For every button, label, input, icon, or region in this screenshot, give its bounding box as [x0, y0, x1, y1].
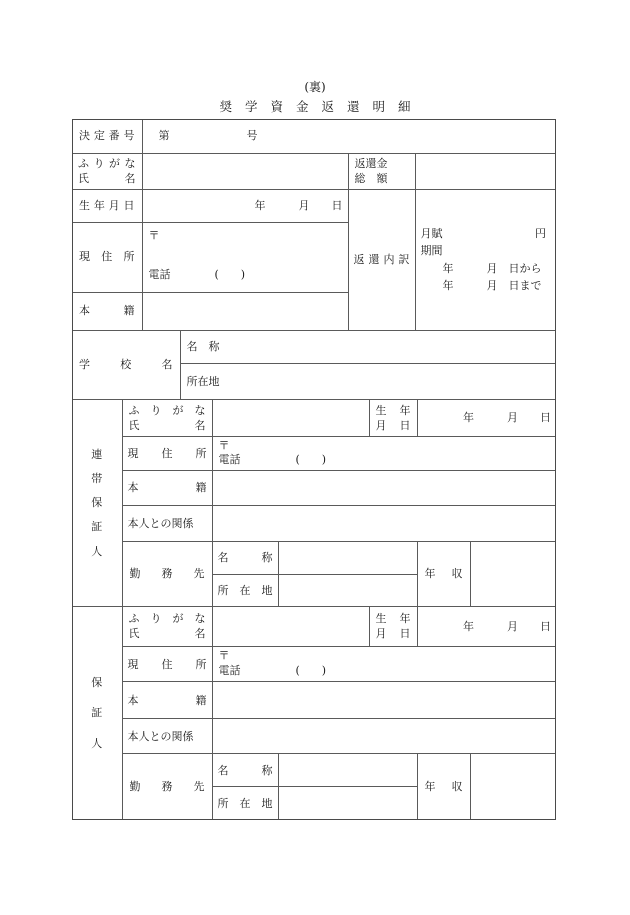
jg-employer-name-value — [278, 541, 417, 574]
birth-date-label: 生 年 月 日 — [79, 198, 135, 212]
jg-name-value — [212, 400, 369, 436]
g-registry-value — [212, 682, 556, 719]
g-employer-name-label: 名 称 — [217, 763, 273, 777]
guarantor-vertical-label: 保 証 人 — [91, 676, 103, 750]
school-label-cell — [72, 331, 180, 400]
phone-line: 電話 ( ) — [148, 268, 246, 282]
applicant-name-label-cell — [72, 153, 142, 189]
period-label: 期間 — [420, 244, 443, 257]
g-birth-label-line1: 生 年 — [375, 612, 411, 626]
applicant-section — [72, 119, 556, 331]
jg-employer-location-label: 所 在 地 — [217, 583, 273, 597]
refund-breakdown-label: 返 還 内 訳 — [353, 252, 410, 266]
period-from-line: 年 月 日から — [420, 261, 542, 275]
jg-registry-label: 本 籍 — [127, 481, 207, 495]
g-birth-label-line2: 月 日 — [375, 627, 411, 641]
school-section — [72, 331, 556, 401]
postal-mark: 〒 — [148, 228, 160, 242]
jg-employer-location-label-cell — [212, 574, 278, 606]
guarantor-section — [72, 607, 556, 821]
g-registry-label: 本 籍 — [127, 693, 207, 707]
jg-postal-mark: 〒 — [218, 438, 230, 452]
applicant-registry-label-cell — [72, 292, 142, 330]
g-relation-label: 本人との関係 — [127, 729, 194, 743]
jg-employer-label-cell — [122, 541, 212, 606]
g-address-label-cell — [122, 647, 212, 682]
jg-relation-label: 本人との関係 — [127, 516, 194, 530]
joint-guarantor-vertical-label-cell — [72, 400, 122, 606]
g-employer-label-cell — [122, 754, 212, 820]
school-name-cell — [180, 331, 556, 364]
g-relation-value — [212, 719, 556, 754]
refund-total-value — [415, 153, 556, 189]
jg-employer-label: 勤 務 先 — [129, 567, 205, 581]
g-employer-location-label-cell — [212, 787, 278, 820]
joint-guarantor-section — [72, 400, 556, 607]
g-employer-label: 勤 務 先 — [129, 780, 205, 794]
refund-breakdown-label-cell — [348, 189, 415, 330]
g-name-label: 氏 名 — [128, 627, 206, 641]
refund-breakdown-value-cell — [415, 189, 556, 330]
g-postal-mark: 〒 — [218, 649, 230, 663]
jg-birth-value: 年 月 日 — [463, 411, 551, 425]
school-name-label: 名 称 — [186, 340, 220, 354]
school-label: 学 校 名 — [79, 358, 173, 372]
applicant-birth-label-cell — [72, 189, 142, 222]
decision-number-value: 第 号 — [158, 129, 258, 143]
g-employer-name-label-cell — [212, 754, 278, 787]
g-name-value — [212, 607, 369, 647]
name-label: 氏 名 — [78, 172, 136, 185]
jg-income-label: 年 収 — [424, 567, 463, 581]
decision-number-value-cell — [142, 119, 556, 153]
jg-employer-location-value — [278, 574, 417, 606]
applicant-address-label-cell — [72, 222, 142, 292]
g-address-value-cell — [212, 647, 556, 682]
decision-number-label: 決 定 番 号 — [79, 129, 135, 143]
jg-address-label: 現 住 所 — [127, 446, 207, 460]
g-income-label: 年 収 — [424, 780, 463, 794]
registry-label: 本 籍 — [79, 304, 135, 318]
jg-employer-name-label: 名 称 — [217, 551, 273, 565]
g-relation-label-cell — [122, 719, 212, 754]
jg-address-value-cell — [212, 436, 556, 470]
g-income-value — [470, 754, 556, 820]
jg-income-value — [470, 541, 556, 606]
g-registry-label-cell — [122, 682, 212, 719]
g-furigana-label: ふ り が な — [128, 612, 206, 626]
applicant-address-value-cell — [142, 222, 348, 292]
school-location-label: 所在地 — [186, 374, 220, 388]
g-address-label: 現 住 所 — [127, 657, 207, 671]
jg-relation-label-cell — [122, 505, 212, 541]
period-to-line: 年 月 日まで — [420, 279, 542, 292]
refund-total-label-line2: 総 額 — [354, 172, 388, 185]
joint-guarantor-vertical-label: 連 帯 保 証 人 — [91, 447, 103, 558]
g-income-label-cell — [417, 754, 470, 820]
repayment-detail-form — [72, 119, 556, 820]
monthly-installment-label: 月賦 — [420, 226, 443, 240]
school-location-cell — [180, 364, 556, 400]
jg-name-label-cell — [122, 400, 212, 436]
jg-phone-line: 電話 ( ) — [218, 453, 327, 467]
g-employer-location-value — [278, 787, 417, 820]
jg-birth-label-line1: 生 年 — [375, 403, 411, 417]
page-side-label: (裏) — [304, 80, 326, 94]
applicant-registry-value — [142, 292, 348, 330]
guarantor-vertical-label-cell — [72, 607, 122, 820]
yen-label: 円 — [535, 226, 546, 240]
refund-total-label-cell — [348, 153, 415, 189]
decision-number-label-cell — [72, 119, 142, 153]
birth-date-value: 年 月 日 — [254, 198, 343, 212]
g-birth-value-cell — [417, 607, 556, 647]
g-employer-name-value — [278, 754, 417, 787]
furigana-label: ふ り が な — [78, 157, 136, 170]
jg-birth-label-line2: 月 日 — [375, 418, 411, 432]
jg-name-label: 氏 名 — [128, 418, 206, 432]
jg-furigana-label: ふ り が な — [128, 403, 206, 417]
g-birth-label-cell — [369, 607, 417, 647]
jg-employer-name-label-cell — [212, 541, 278, 574]
g-name-label-cell — [122, 607, 212, 647]
jg-relation-value — [212, 505, 556, 541]
refund-total-label-line1: 返還金 — [354, 157, 388, 170]
jg-income-label-cell — [417, 541, 470, 606]
form-title: 奨学資金返還明細 — [219, 99, 424, 115]
g-employer-location-label: 所 在 地 — [217, 796, 273, 810]
jg-birth-value-cell — [417, 400, 556, 436]
applicant-name-value — [142, 153, 348, 189]
address-label: 現 住 所 — [79, 250, 135, 264]
applicant-birth-value-cell — [142, 189, 348, 222]
jg-registry-value — [212, 470, 556, 505]
jg-address-label-cell — [122, 436, 212, 470]
jg-registry-label-cell — [122, 470, 212, 505]
title-block — [0, 80, 630, 114]
g-phone-line: 電話 ( ) — [218, 663, 327, 677]
jg-birth-label-cell — [369, 400, 417, 436]
g-birth-value: 年 月 日 — [463, 619, 551, 633]
